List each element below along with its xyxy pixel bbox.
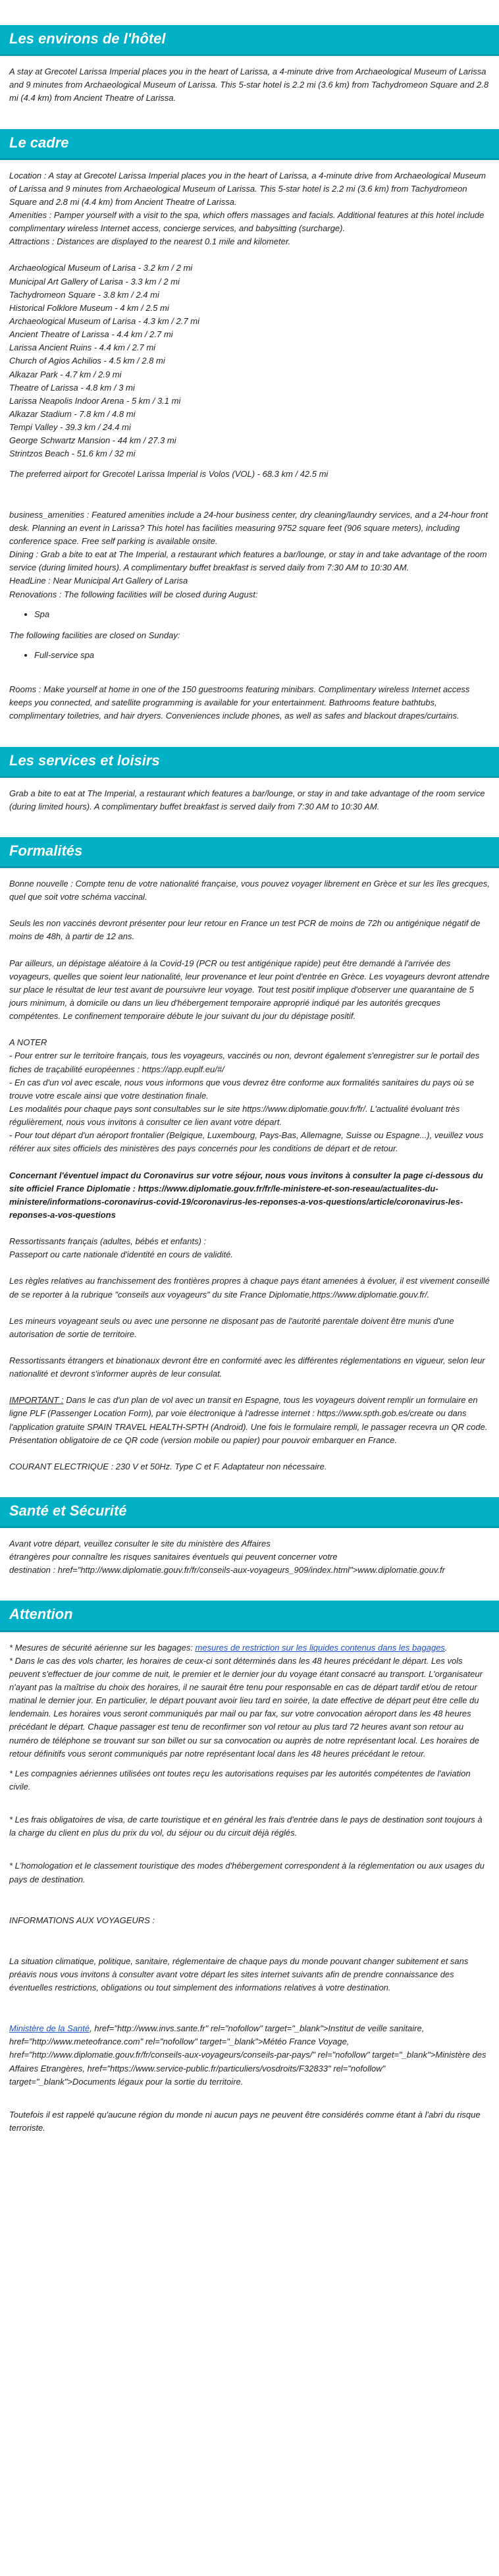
section-title: Le cadre (0, 129, 499, 160)
amenities-text: Amenities : Pamper yourself with a visit to the spa, which offers massages and facials. Additional features at this hotel include complimentary wireless Internet access, concierge services, and babysitting (surcharge). (9, 210, 485, 234)
section-environs (0, 25, 499, 105)
sunday-item: • Full-service spa (34, 649, 490, 662)
distance-item: George Schwartz Mansion - 44 km / 27.3 mi (9, 435, 176, 446)
distance-item: Alkazar Stadium - 7.8 km / 4.8 mi (9, 409, 136, 419)
distance-item: Ancient Theatre of Larissa - 4.4 km / 2.7 mi (9, 329, 173, 340)
rooms-text: Rooms : Make yourself at home in one of the 150 guestrooms featuring minibars. Complimentary wireless Internet access keeps you connected, and satellite programming is available for your entertainment. Bathrooms feature bathtubs, complimentary toiletries, and hair dryers. Conveniences include phones, as well as safes and blackout drapes/curtains. (9, 684, 470, 721)
distance-item: Alkazar Park - 4.7 km / 2.9 mi (9, 369, 122, 379)
regles-text: Les règles relatives au franchissement des frontières propres à chaque pays étant amenées à évoluer, il est vivement conseillé de se reporter à la rubrique "conseils aux voyageurs" du site France Diplomatie,https://www.diplomatie.gouv.fr/. (9, 1276, 490, 1300)
formalites-p1: Bonne nouvelle : Compte tenu de votre nationalité française, vous pouvez voyager librement en Grèce et sur les îles grecques, quel que soit votre schéma vaccinal. (9, 879, 490, 902)
bagages-prefix: * Mesures de sécurité aérienne sur les bagages: (9, 1642, 196, 1653)
business-amenities-text: business_amenities : Featured amenities include a 24-hour business center, dry cleaning/laundry services, and a 24-hour front desk. Planning an event in Larissa? This hotel has facilities measuring 9752 square feet (906 square meters), including conference space. Free self parking is available onsite. (9, 509, 488, 546)
ministere-sante-link[interactable]: Ministère de la Santé (9, 2023, 90, 2034)
attention-p1 (9, 1641, 490, 1761)
sante-line: Avant votre départ, veuillez consulter le site du ministère des Affaires (9, 1539, 271, 1549)
formalites-p3: Par ailleurs, un dépistage aléatoire à la Covid-19 (PCR ou test antigénique rapide) peut être demandé à l'arrivée des voyageurs, quelles que soient leur nationalité, leur provenance et leur point d'entrée en Grèce. Les voyageurs devront attendre sur place le résultat de leur test avant de poursuivre leur voyage. Tout test positif implique d'observer une quarantaine de 5 jours minimum, à domicile ou dans un lieu d'hébergement temporaire approprié indiqué par les autorités grecques compétentes. Le confinement temporaire débute le jour suivant du jour du dépistage positif. (9, 958, 490, 1022)
distance-item: Theatre of Larissa - 4.8 km / 3 mi (9, 382, 135, 393)
mineurs-text: Les mineurs voyageant seuls ou avec une personne ne disposant pas de l'autorité parentale doivent être munis d'une autorisation de sortie de territoire. (9, 1315, 454, 1339)
important-block (9, 1394, 490, 1447)
anoter-line: - Pour entrer sur le territoire français, tous les voyageurs, vaccinés ou non, devront également s'enregistrer sur le portail des fiches de traçabilité européennes : https://app.euplf.eu/#/ (9, 1051, 480, 1074)
infos-text: La situation climatique, politique, sanitaire, réglementaire de chaque pays du monde pouvant changer subitement et sans préavis nous vous invitons à consulter avant votre départ les sites internet suivants afin de prendre connaissance des éventuelles restrictions, obligations ou tout simplement des informations relatives à votre destination. (9, 1956, 469, 1993)
distance-item: Church of Agios Achilios - 4.5 km / 2.8 mi (9, 356, 165, 366)
liquides-restriction-link[interactable]: mesures de restriction sur les liquides contenus dans les bagages (195, 1642, 445, 1653)
distance-item: Tachydromeon Square - 3.8 km / 2.4 mi (9, 289, 159, 300)
important-text: Dans le cas d'un plan de vol avec un transit en Espagne, tous les voyageurs doivent remplir un formulaire en ligne PLF (Passenger Location Form), par voie électronique à l'adresse internet : https://www.spth.gob.es/create ou dans l'application gratuite SPAIN TRAVEL HEALTH-SPTH (Android). Une fois le formulaire rempli, le passager recevra un QR code. Présentation obligatoire de ce QR code (version mobile ou papier) pour pouvoir embarquer en France. (9, 1395, 488, 1445)
distance-item: Tempi Valley - 39.3 km / 24.4 mi (9, 422, 131, 433)
section-cadre (0, 129, 499, 723)
services-text: Grab a bite to eat at The Imperial, a restaurant which features a bar/lounge, or stay in and take advantage of the room service (during limited hours). A complimentary buffet breakfast is served daily from 7:30 AM to 10:30 AM. (9, 788, 485, 811)
distance-item: Archaeological Museum of Larisa - 3.2 km / 2 mi (9, 263, 193, 273)
distance-item: Strintzos Beach - 51.6 km / 32 mi (9, 449, 136, 459)
headline-text: HeadLine : Near Municipal Art Gallery of Larisa (9, 576, 188, 586)
sunday-text: The following facilities are closed on Sunday: (9, 630, 180, 640)
distance-item: Historical Folklore Museum - 4 km / 2.5 mi (9, 302, 169, 313)
renovation-list (9, 608, 490, 621)
ministere-block (9, 2022, 490, 2089)
renovations-text: Renovations : The following facilities will be closed during August: (9, 589, 258, 599)
infos-title: INFORMATIONS AUX VOYAGEURS : (9, 1915, 155, 1925)
formalites-p2: Seuls les non vaccinés devront présenter pour leur retour en France un test PCR de moins de 72h ou antigénique négatif de moins de 48h, à partir de 12 ans. (9, 918, 481, 942)
sante-block (9, 1537, 490, 1577)
important-label: IMPORTANT : (9, 1395, 64, 1406)
distance-item: Municipal Art Gallery of Larisa - 3.3 km / 2 mi (9, 276, 180, 287)
final-text: Toutefois il est rappelé qu'aucune région du monde ni aucun pays ne peuvent être considérés comme étant à l'abri du risque terroriste. (9, 2109, 481, 2133)
section-sante (0, 1497, 499, 1577)
environs-text: A stay at Grecotel Larissa Imperial places you in the heart of Larissa, a 4-minute drive from Archaeological Museum of Larissa and 9 minutes from Archaeological Museum of Larissa. This 5-star hotel is 2.2 mi (3.6 km) from Tachydromeon Square and 2.8 mi (4.4 km) from Ancient Theatre of Larissa. (9, 67, 489, 103)
attention-p2: * Les compagnies aériennes utilisées ont toutes reçu les autorisations requises par les autorités compétentes de l'aviation civile. (9, 1768, 471, 1792)
cadre-intro (9, 169, 490, 249)
anoter-line: - En cas d'un vol avec escale, nous vous informons que vous devrez être conforme aux formalités sanitaires du pays où se trouve votre escale ainsi que votre destination finale. (9, 1077, 475, 1101)
attention-p3: * Les frais obligatoires de visa, de carte touristique et en général les frais d'entrée dans le pays de destination sont toujours à la charge du client en plus du prix du vol, du séjour ou du circuit déjà réglés. (9, 1815, 483, 1838)
attention-p4: * L'homologation et le classement touristique des modes d'hébergement correspondent à la réglementation ou aux usages du pays de destination. (9, 1861, 485, 1884)
anoter-title: A NOTER (9, 1037, 47, 1048)
section-title: Santé et Sécurité (0, 1497, 499, 1528)
section-title: Formalités (0, 837, 499, 868)
charter-text: * Dans le cas des vols charter, les horaires de ceux-ci sont déterminés dans les 48 heures précédant le départ. Les vols peuvent s'effectuer de jour comme de nuit, le premier et le dernier jour du voyage étant consacré au transport. L'organisateur n'ayant pas la maîtrise du choix des horaires, il ne saurait être tenu pour responsable en cas de départ tardif et/ou de retour matinal le dernier jour. En particulier, le départ pouvant avoir lieu tard en soirée, la date effective de départ peut être celle du lendemain. Les horaires vous seront communiqués par mail ou par fax, sur votre convocation aéroport dans les 48 heures précédant le départ. Chaque passager est tenu de reconfirmer son vol retour au plus tard 72 heures avant son retour au numéro de téléphone se trouvant sur son billet ou sur sa convocation ou auprès de notre représentant local. Les horaires de retour définitifs vous seront communiqués par notre représentant local dans les 48 heures précédant le retour. (9, 1655, 483, 1759)
courant-text: COURANT ELECTRIQUE : 230 V et 50Hz. Type C et F. Adaptateur non nécessaire. (9, 1461, 327, 1471)
location-text: Location : A stay at Grecotel Larissa Imperial places you in the heart of Larissa, a 4-minute drive from Archaeological Museum of Larissa and 9 minutes from Archaeological Museum of Larissa. This 5-star hotel is 2.2 mi (3.6 km) from Tachydromeon Square and 2.8 mi (4.4 km) from Ancient Theatre of Larissa. (9, 170, 486, 207)
section-attention (0, 1601, 499, 2135)
dining-text: Dining : Grab a bite to eat at The Imperial, a restaurant which features a bar/lounge, or stay in and take advantage of the room service (during limited hours). A complimentary buffet breakfast is served daily from 7:30 AM to 10:30 AM. (9, 549, 487, 573)
section-title: Attention (0, 1601, 499, 1631)
coronavirus-notice: Concernant l'éventuel impact du Coronavirus sur votre séjour, nous vous invitons à consulter la page ci-dessous du site officiel France Diplomatie : https://www.diplomatie.gouv.fr/fr/le-ministere-et-son-reseau/actualites-du-ministere/informations-coronavirus-covid-19/coronavirus-les-reponses-a-vos-questions/article/coronavirus-les-reponses-a-vos-questions (9, 1170, 483, 1220)
section-title: Les environs de l'hôtel (0, 25, 499, 56)
anoter-line: Les modalités pour chaque pays sont consultables sur le site https://www.diplomatie.gouv.fr/fr/. L'actualité évoluant très régulièrement, nous vous invitons à consulter ce lien avant votre départ. (9, 1103, 460, 1128)
anoter-block (9, 1036, 490, 1155)
anoter-line: - Pour tout départ d'un aéroport frontalier (Belgique, Luxembourg, Pays-Bas, Allemagne, Suisse ou Espagne...), veuillez vous référer aux sites officiels des ministères des pays concernés pour les conditions de départ et de retour. (9, 1130, 484, 1154)
attractions-text: Attractions : Distances are displayed to the nearest 0.1 mile and kilometer. (9, 236, 291, 247)
ressortissants-title: Ressortissants français (adultes, bébés et enfants) : (9, 1236, 207, 1247)
sante-line: destination : href="http://www.diplomatie.gouv.fr/fr/conseils-aux-voyageurs_909/index.html">www.diplomatie.gouv.fr (9, 1565, 445, 1576)
section-title: Les services et loisirs (0, 747, 499, 778)
etrangers-text: Ressortissants étrangers et binationaux devront être en conformité avec les différentes réglementations en vigueur, selon leur nationalité et devront s'informer auprès de leur consulat. (9, 1355, 485, 1379)
section-formalites (0, 837, 499, 1473)
distance-item: Larissa Neapolis Indoor Arena - 5 km / 3.1 mi (9, 395, 181, 406)
ministere-rest: , href="http://www.invs.sante.fr" rel="nofollow" target="_blank">Institut de veille sanitaire, href="http://www.meteofrance.com" rel="nofollow" target="_blank">Météo France Voyage, href="http://www.diplomatie.gouv.fr/fr/conseils-aux-voyageurs/conseils-par-pays/" rel="nofollow" target="_blank">Ministère des Affaires Etrangères, href="https://www.service-public.fr/particuliers/vosdroits/F32833" rel="nofollow" target="_blank">Documents légaux pour la sortie du territoire. (9, 2023, 486, 2087)
punctuation: . (444, 1642, 448, 1653)
distance-list (9, 261, 490, 460)
section-services (0, 747, 499, 813)
sunday-list (9, 649, 490, 662)
ressortissants-block (9, 1235, 490, 1261)
sante-line: étrangères pour connaître les risques sanitaires éventuels qui peuvent concerner votre (9, 1552, 338, 1562)
ressortissants-text: Passeport ou carte nationale d'identité en cours de validité. (9, 1249, 233, 1260)
distance-item: Archaeological Museum of Larisa - 4.3 km / 2.7 mi (9, 316, 200, 327)
business-block (9, 508, 490, 601)
renovation-item: • Spa (34, 608, 490, 621)
airport-text: The preferred airport for Grecotel Larissa Imperial is Volos (VOL) - 68.3 km / 42.5 mi (9, 468, 328, 479)
distance-item: Larissa Ancient Ruins - 4.4 km / 2.7 mi (9, 343, 156, 353)
